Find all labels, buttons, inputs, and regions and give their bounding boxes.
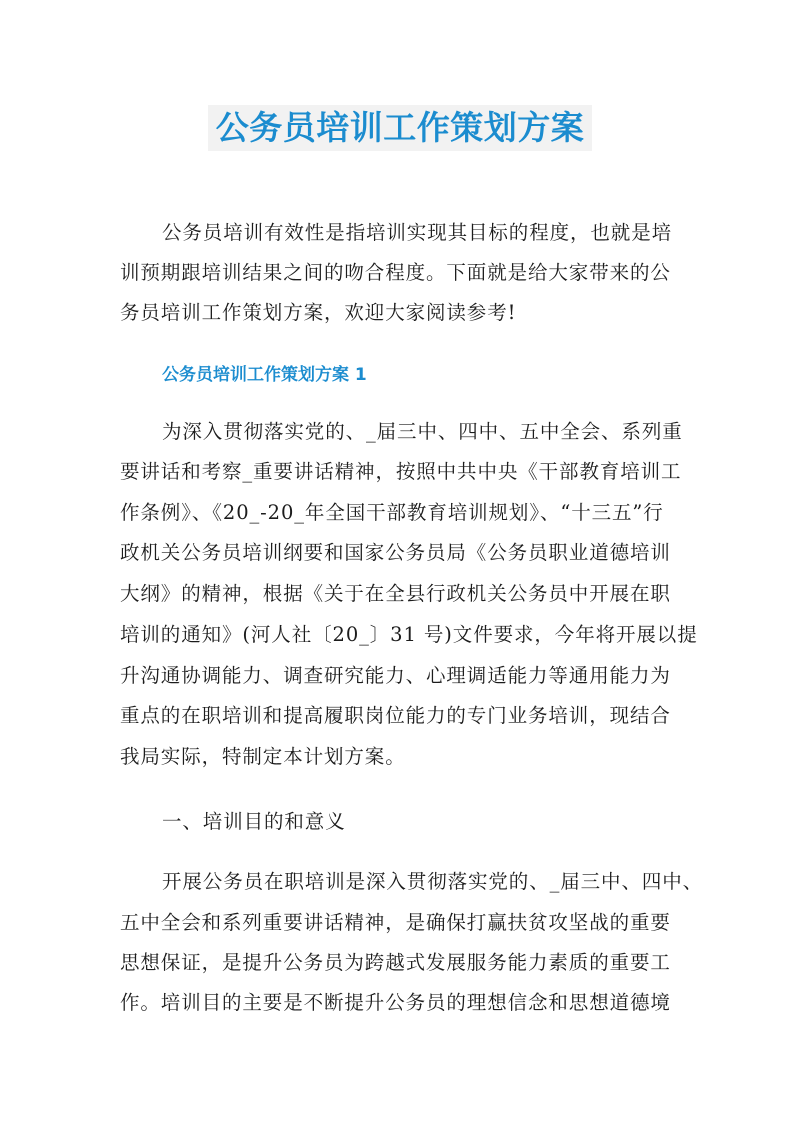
paragraph-line: 升沟通协调能力、调查研究能力、心理调适能力等通用能力为 bbox=[120, 664, 671, 687]
subsection-heading: 一、培训目的和意义 bbox=[162, 810, 346, 833]
paragraph-line: 政机关公务员培训纲要和国家公务员局《公务员职业道德培训 bbox=[120, 541, 671, 564]
page-title: 公务员培训工作策划方案 bbox=[215, 108, 585, 147]
intro-line: 训预期跟培训结果之间的吻合程度。下面就是给大家带来的公 bbox=[120, 261, 671, 284]
paragraph-line: 思想保证，是提升公务员为跨越式发展服务能力素质的重要工 bbox=[120, 951, 671, 974]
title-banner bbox=[208, 105, 592, 151]
paragraph-line: 开展公务员在职培训是深入贯彻落实党的、_届三中、四中、 bbox=[162, 870, 704, 893]
paragraph-line: 五中全会和系列重要讲话精神，是确保打赢扶贫攻坚战的重要 bbox=[120, 911, 671, 934]
paragraph-line: 培训的通知》(河人社〔20_〕31 号)文件要求，今年将开展以提 bbox=[120, 623, 698, 646]
paragraph-line: 作条例》、《20_-20_年全国干部教育培训规划》、“十三五”行 bbox=[120, 501, 664, 524]
section-heading: 公务员培训工作策划方案 1 bbox=[162, 365, 367, 385]
paragraph-line: 重点的在职培训和提高履职岗位能力的专门业务培训，现结合 bbox=[120, 704, 671, 727]
intro-line: 公务员培训有效性是指培训实现其目标的程度，也就是培 bbox=[162, 221, 673, 244]
paragraph-line: 我局实际，特制定本计划方案。 bbox=[120, 745, 406, 768]
paragraph-line: 要讲话和考察_重要讲话精神，按照中共中央《干部教育培训工 bbox=[120, 460, 682, 483]
paragraph-line: 大纲》的精神，根据《关于在全县行政机关公务员中开展在职 bbox=[120, 582, 671, 605]
paragraph-line: 作。培训目的主要是不断提升公务员的理想信念和思想道德境 bbox=[120, 991, 671, 1014]
paragraph-line: 为深入贯彻落实党的、_届三中、四中、五中全会、系列重 bbox=[162, 420, 683, 443]
intro-line: 务员培训工作策划方案，欢迎大家阅读参考! bbox=[120, 301, 517, 324]
